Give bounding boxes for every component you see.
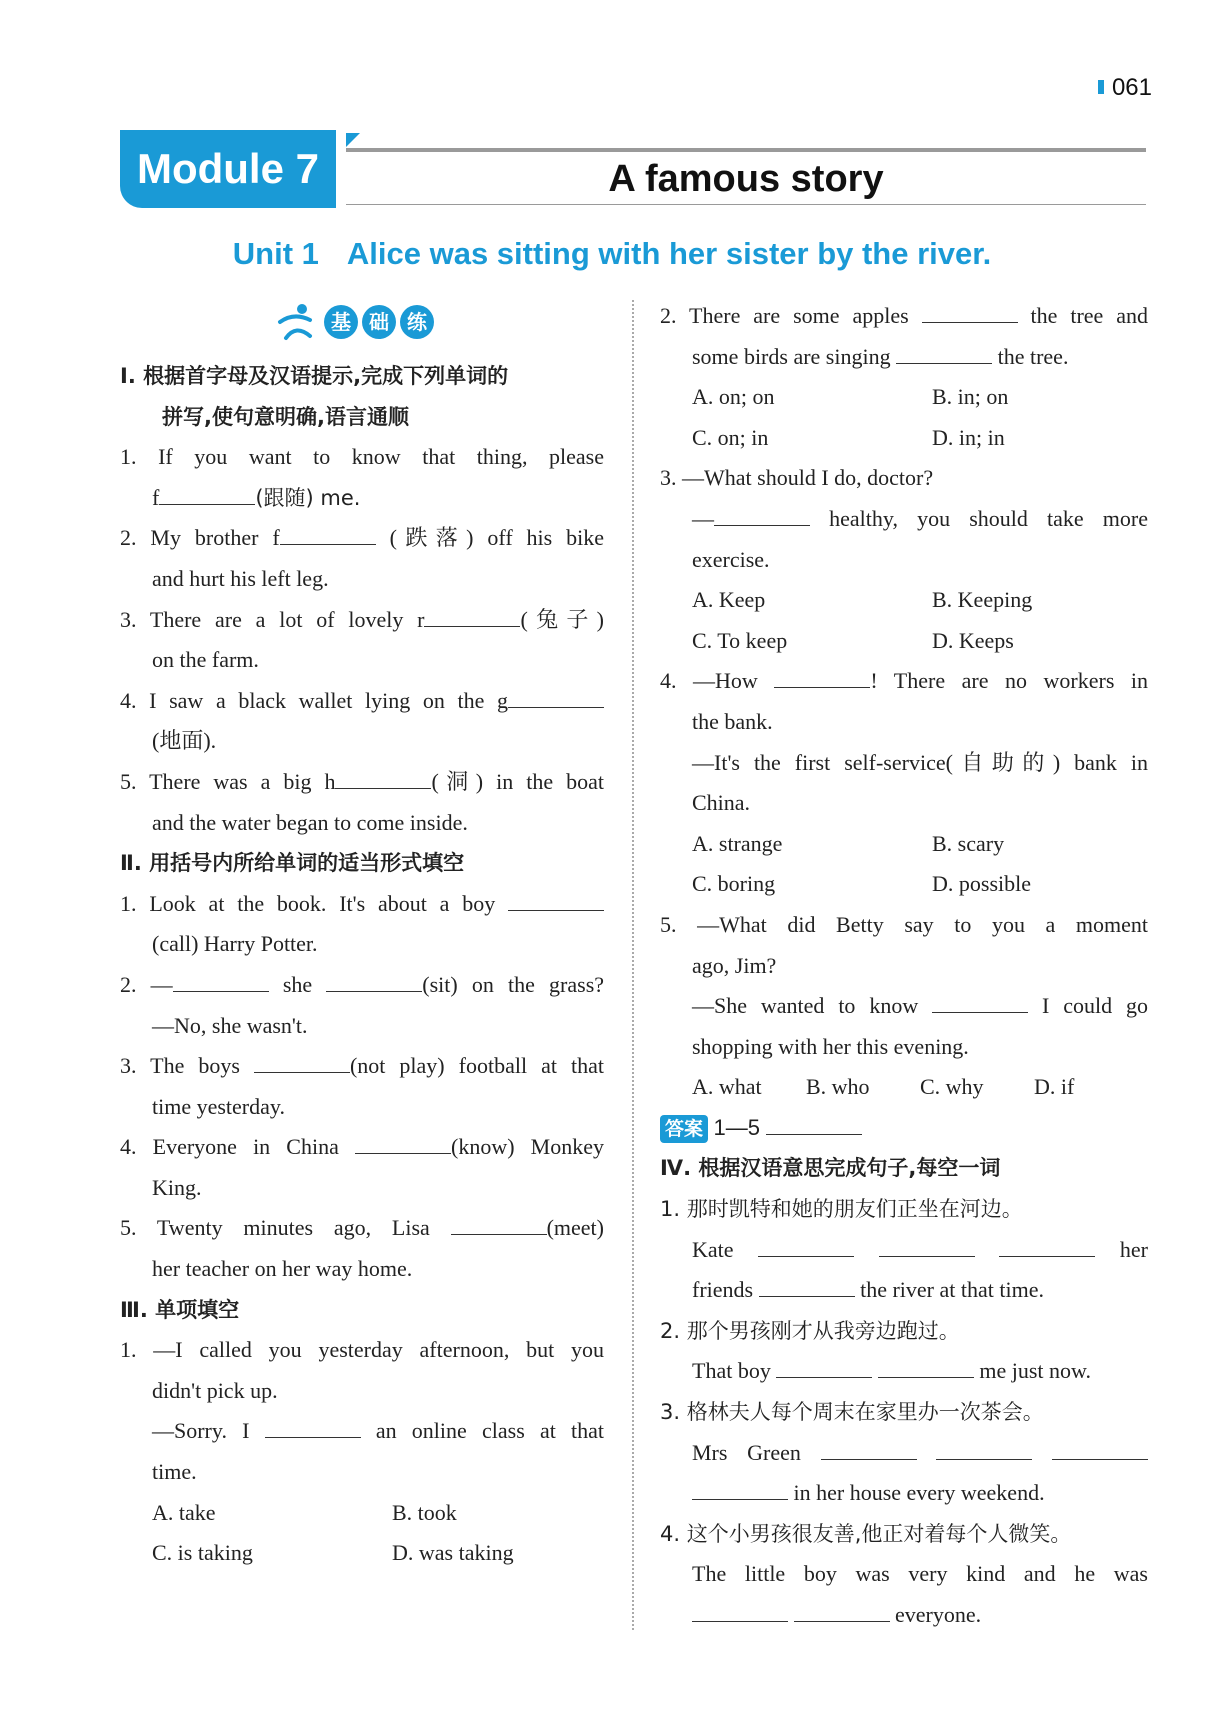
s2-question-4-line2: King. xyxy=(152,1174,202,1200)
option-c[interactable]: C. boring xyxy=(692,871,776,897)
option-b[interactable]: B. in; on xyxy=(932,384,1009,410)
s3-question-1-line3: —Sorry. I an online class at that xyxy=(120,1411,604,1452)
unit-label: Unit 1 xyxy=(232,236,319,271)
s4-question-2-prompt: 2. 那个男孩刚才从我旁边跑过。 xyxy=(660,1318,960,1343)
option-b[interactable]: B. scary xyxy=(932,830,1005,856)
s2-question-1-line2: (call) Harry Potter. xyxy=(152,931,318,957)
answer-blank[interactable] xyxy=(999,1232,1095,1257)
s2-question-3: 3. The boys (not play) football at that xyxy=(120,1046,604,1087)
s4-question-3-prompt: 3. 格林夫人每个周末在家里办一次茶会。 xyxy=(660,1400,1044,1425)
answer-range: 1—5 xyxy=(713,1114,760,1140)
left-column xyxy=(120,356,604,1574)
s1-question-3: 3. There are a lot of lovely r (兔子) xyxy=(120,600,604,641)
s3-question-5-line3: —She wanted to know I could go xyxy=(660,986,1148,1027)
s2-question-5: 5. Twenty minutes ago, Lisa (meet) xyxy=(120,1208,604,1249)
s3-question-4-options-ab xyxy=(660,824,1148,865)
s3-question-3-options-ab xyxy=(660,580,1148,621)
option-a[interactable]: A. what xyxy=(692,1074,762,1100)
option-d[interactable]: D. in; in xyxy=(932,424,1005,450)
s1-question-3-line2: on the farm. xyxy=(152,647,259,673)
s2-question-1: 1. Look at the book. It's about a boy xyxy=(120,884,604,925)
s1-question-2: 2. My brother f (跌落) off his bike xyxy=(120,518,604,559)
answer-blank[interactable] xyxy=(936,1435,1032,1460)
s3-question-1-options-cd xyxy=(120,1533,604,1574)
answer-blank[interactable] xyxy=(254,1048,350,1073)
option-c[interactable]: C. on; in xyxy=(692,424,769,450)
s3-question-5-options xyxy=(660,1067,1148,1108)
s3-question-1: 1. —I called you yesterday afternoon, but you xyxy=(120,1337,605,1363)
module-label: Module 7 xyxy=(120,130,336,208)
option-b[interactable]: B. took xyxy=(392,1499,457,1525)
answer-blank[interactable] xyxy=(759,1272,855,1297)
answer-blank[interactable] xyxy=(280,520,376,545)
option-d[interactable]: D. if xyxy=(1034,1074,1075,1100)
s1-question-2-line2: and hurt his left leg. xyxy=(152,565,329,591)
badge-char-2: 础 xyxy=(362,305,396,339)
answer-blank[interactable] xyxy=(335,764,431,789)
option-a[interactable]: A. on; on xyxy=(692,384,775,410)
answer-blank[interactable] xyxy=(1052,1435,1148,1460)
section-2-title: Ⅱ. 用括号内所给单词的适当形式填空 xyxy=(120,851,465,876)
right-column xyxy=(660,296,1148,1636)
s2-question-2: 2. — she (sit) on the grass? xyxy=(120,965,604,1006)
section-1-title: Ⅰ. 根据首字母及汉语提示,完成下列单词的 xyxy=(120,364,509,388)
answer-blank[interactable] xyxy=(424,602,520,627)
s3-question-3: 3. —What should I do, doctor? xyxy=(660,465,934,491)
answer-blank[interactable] xyxy=(692,1597,788,1622)
answer-blank[interactable] xyxy=(355,1129,451,1154)
s1-question-1-line2: f (跟随) me. xyxy=(120,478,604,519)
s3-question-3-line3: exercise. xyxy=(692,546,770,572)
unit-heading xyxy=(0,236,1224,272)
s2-question-4: 4. Everyone in China (know) Monkey xyxy=(120,1127,604,1168)
column-divider xyxy=(632,300,634,1630)
option-c[interactable]: C. why xyxy=(920,1074,984,1100)
answer-blank[interactable] xyxy=(776,1353,872,1378)
badge-char-3: 练 xyxy=(400,305,434,339)
answer-row xyxy=(660,1108,1148,1149)
s3-question-3-line2: — healthy, you should take more xyxy=(660,499,1148,540)
s3-question-4-options-cd xyxy=(660,864,1148,905)
option-d[interactable]: D. was taking xyxy=(392,1540,514,1566)
answer-blank[interactable] xyxy=(758,1232,854,1257)
header-top-rule xyxy=(346,148,1146,152)
s4-question-1-line1: Kate her xyxy=(660,1230,1148,1271)
s4-question-4-prompt: 4. 这个小男孩很友善,他正对着每个人微笑。 xyxy=(660,1521,1072,1546)
s3-question-3-options-cd xyxy=(660,621,1148,662)
option-d[interactable]: D. possible xyxy=(932,871,1031,897)
option-c[interactable]: C. is taking xyxy=(152,1540,253,1566)
option-a[interactable]: A. strange xyxy=(692,830,783,856)
s2-question-3-line2: time yesterday. xyxy=(152,1093,285,1119)
s3-question-1-options-ab xyxy=(120,1493,604,1534)
s3-question-1-line4: time. xyxy=(152,1459,197,1485)
s1-question-5-line2: and the water began to come inside. xyxy=(152,809,468,835)
s3-question-2: 2. There are some apples the tree and xyxy=(660,296,1148,337)
answer-blank[interactable] xyxy=(714,501,810,526)
answer-blank[interactable] xyxy=(508,683,604,708)
option-a[interactable]: A. Keep xyxy=(692,587,766,613)
answer-blank[interactable] xyxy=(896,339,992,364)
option-b[interactable]: B. who xyxy=(806,1074,870,1100)
answer-blank[interactable] xyxy=(159,480,255,505)
answer-blank[interactable] xyxy=(878,1353,974,1378)
s4-question-3-line1: Mrs Green xyxy=(660,1433,1148,1474)
answer-blank[interactable] xyxy=(766,1110,862,1135)
answer-blank[interactable] xyxy=(508,886,604,911)
s3-question-4-line2: the bank. xyxy=(692,708,773,734)
s1-question-4: 4. I saw a black wallet lying on the g xyxy=(120,681,604,722)
s4-question-4-line1: The little boy was very kind and he was xyxy=(692,1561,1148,1587)
s3-question-2-options-cd xyxy=(660,418,1148,459)
s3-question-5-line4: shopping with her this evening. xyxy=(692,1033,969,1059)
s4-question-2-line1: That boy me just now. xyxy=(660,1351,1148,1392)
s2-question-5-line2: her teacher on her way home. xyxy=(152,1256,413,1282)
answer-blank[interactable] xyxy=(794,1597,890,1622)
header-corner-decoration xyxy=(346,133,360,147)
answer-blank[interactable] xyxy=(821,1435,917,1460)
section-1-title-cont: 拼写,使句意明确,语言通顺 xyxy=(162,404,409,429)
s4-question-1-prompt: 1. 那时凯特和她的朋友们正坐在河边。 xyxy=(660,1197,1023,1222)
option-c[interactable]: C. To keep xyxy=(692,627,788,653)
basic-practice-badge xyxy=(276,302,434,346)
answer-blank[interactable] xyxy=(932,988,1028,1013)
page-number-text: 061 xyxy=(1111,74,1152,101)
section-4-title: Ⅳ. 根据汉语意思完成句子,每空一词 xyxy=(660,1156,1001,1181)
answer-blank[interactable] xyxy=(173,967,269,992)
answer-blank[interactable] xyxy=(326,967,422,992)
page-number-marker xyxy=(1098,80,1104,94)
option-a[interactable]: A. take xyxy=(152,1499,216,1525)
s3-question-4: 4. —How ! There are no workers in xyxy=(660,661,1148,702)
answer-blank[interactable] xyxy=(451,1210,547,1235)
answer-blank[interactable] xyxy=(922,298,1018,323)
unit-title: Alice was sitting with her sister by the river. xyxy=(346,236,992,271)
answer-blank[interactable] xyxy=(879,1232,975,1257)
option-d[interactable]: D. Keeps xyxy=(932,627,1014,653)
page-number xyxy=(1098,74,1152,102)
answer-blank[interactable] xyxy=(774,663,870,688)
s2-question-2-line2: —No, she wasn't. xyxy=(152,1012,308,1038)
page-title: A famous story xyxy=(608,158,884,200)
s3-question-4-line4: China. xyxy=(692,790,751,816)
s4-question-4-line2: everyone. xyxy=(660,1595,1148,1636)
answer-tag: 答案 xyxy=(660,1115,708,1143)
s4-question-3-line2: in her house every weekend. xyxy=(660,1473,1148,1514)
s1-question-4-line2: (地面). xyxy=(152,728,217,754)
s3-question-5-line2: ago, Jim? xyxy=(692,952,777,978)
running-figure-icon xyxy=(276,302,316,342)
badge-char-1: 基 xyxy=(324,305,358,339)
s3-question-1-line2: didn't pick up. xyxy=(152,1377,278,1403)
section-3-title: Ⅲ. 单项填空 xyxy=(120,1297,240,1322)
s3-question-5: 5. —What did Betty say to you a moment xyxy=(660,911,1149,937)
header-bottom-rule xyxy=(346,204,1146,205)
option-b[interactable]: B. Keeping xyxy=(932,587,1033,613)
s4-question-1-line2: friends the river at that time. xyxy=(660,1270,1148,1311)
answer-blank[interactable] xyxy=(265,1413,361,1438)
s3-question-2-options-ab xyxy=(660,377,1148,418)
s1-question-1: 1. If you want to know that thing, please xyxy=(120,444,605,470)
answer-blank[interactable] xyxy=(692,1475,788,1500)
s1-question-5: 5. There was a big h (洞) in the boat xyxy=(120,762,604,803)
s3-question-2-line2: some birds are singing the tree. xyxy=(660,337,1148,378)
s3-question-4-line3: —It's the first self-service(自助的) bank in xyxy=(692,749,1148,775)
